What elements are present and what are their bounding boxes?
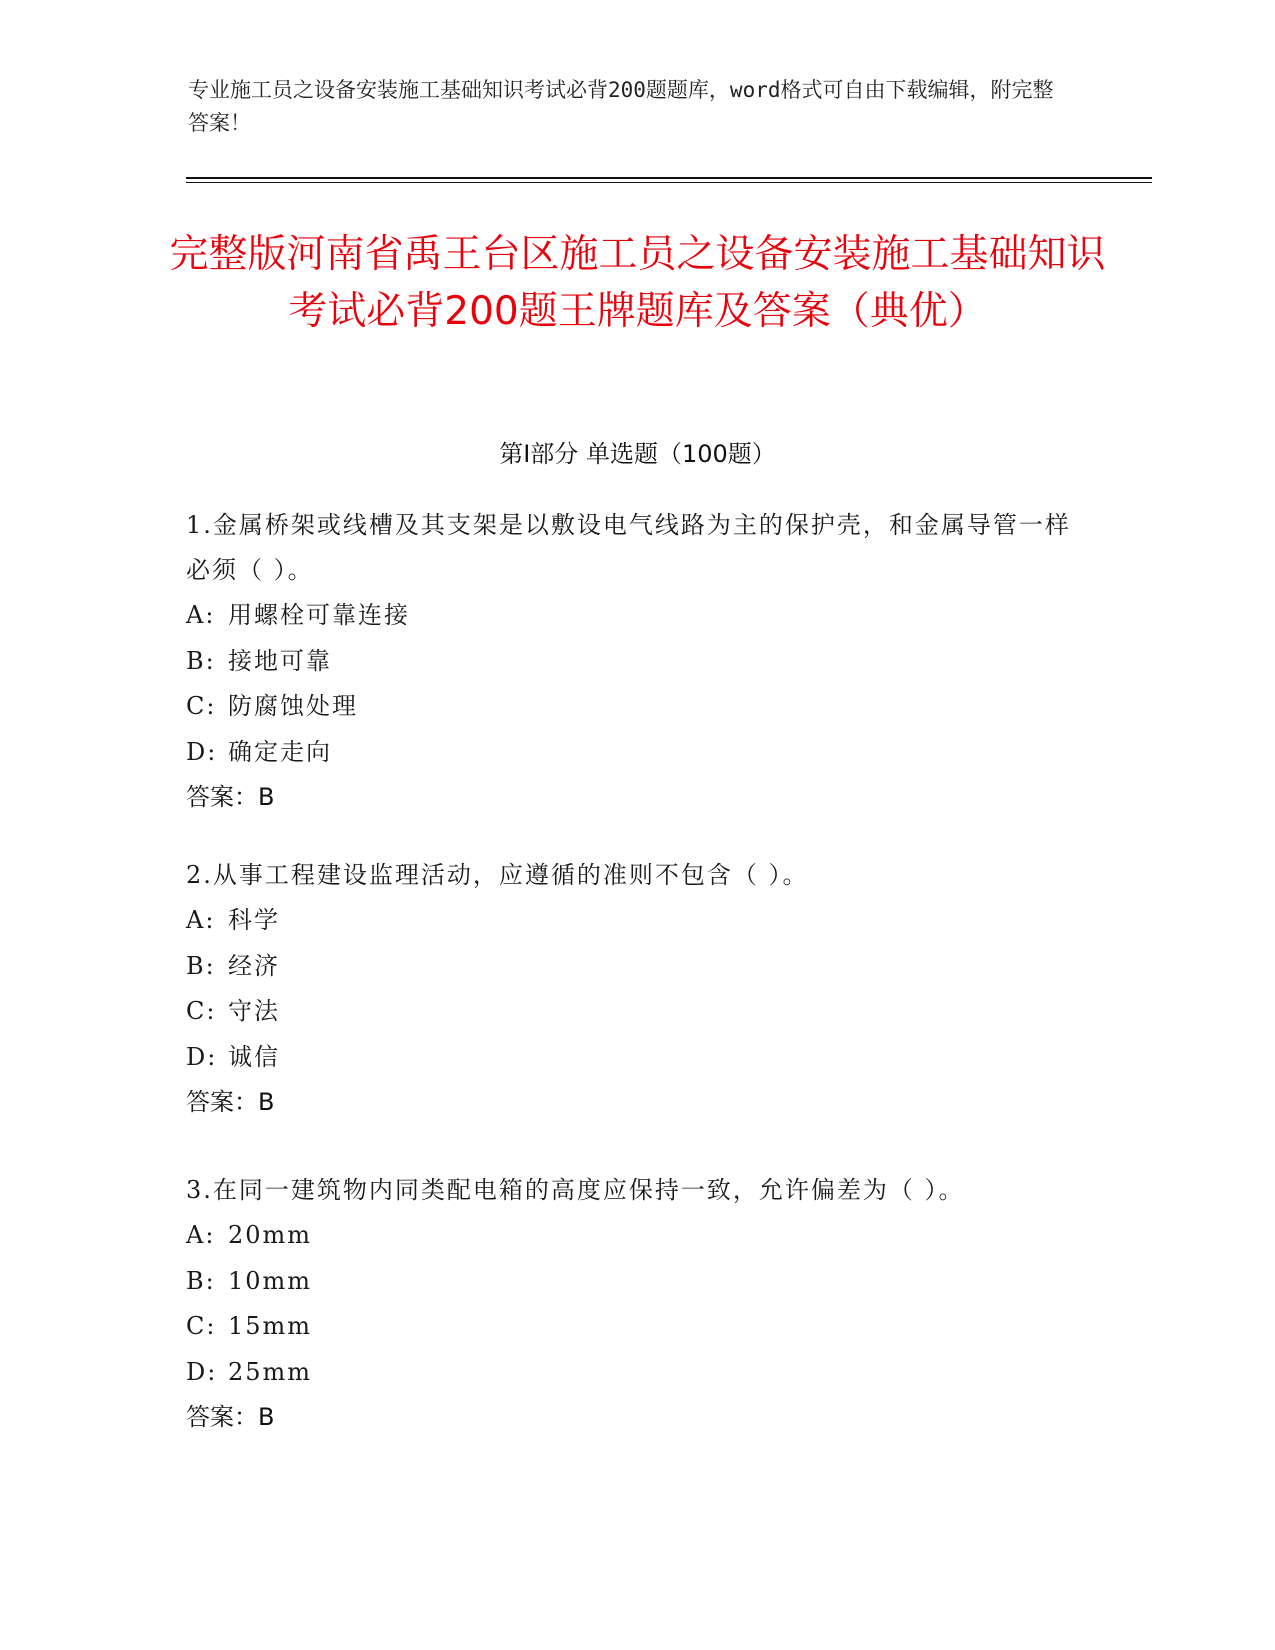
- option-key: C:: [186, 1312, 217, 1340]
- option-b: [186, 944, 1086, 990]
- option-key: C:: [186, 997, 217, 1025]
- option-b: [186, 639, 1086, 685]
- question-1: [186, 503, 1086, 820]
- option-text: 经济: [228, 951, 280, 980]
- option-c: [186, 684, 1086, 730]
- option-key: A:: [186, 1221, 216, 1249]
- option-text: 20mm: [228, 1221, 313, 1249]
- option-text: 确定走向: [228, 737, 332, 766]
- question-stem: 1.金属桥架或线槽及其支架是以敷设电气线路为主的保护壳，和金属导管一样必须（ ）。: [186, 511, 1071, 584]
- answer-line: 答案：B: [186, 1088, 275, 1116]
- option-text: 诚信: [228, 1042, 280, 1071]
- option-d: [186, 1350, 1086, 1396]
- header-divider-thin: [186, 182, 1152, 183]
- option-key: D:: [186, 737, 218, 766]
- option-key: B:: [186, 646, 216, 675]
- option-key: D:: [186, 1042, 218, 1071]
- option-c: [186, 1304, 1086, 1350]
- option-key: B:: [186, 1266, 216, 1295]
- question-2: [186, 853, 1086, 1125]
- section-heading: 第Ⅰ部分 单选题（100题）: [499, 440, 776, 468]
- header-divider-thick: [186, 177, 1152, 179]
- question-3: [186, 1168, 1086, 1440]
- option-text: 守法: [228, 997, 280, 1025]
- option-text: 15mm: [228, 1312, 313, 1340]
- option-a: [186, 1213, 1086, 1259]
- option-c: [186, 989, 1086, 1035]
- answer-line: 答案：B: [186, 783, 275, 811]
- option-key: A:: [186, 906, 216, 934]
- option-d: [186, 730, 1086, 776]
- header-note: 专业施工员之设备安装施工基础知识考试必背200题题库，word格式可自由下载编辑，附完整答案！: [188, 78, 1054, 135]
- option-text: 25mm: [228, 1357, 313, 1386]
- option-text: 接地可靠: [228, 646, 332, 675]
- option-text: 用螺栓可靠连接: [228, 601, 410, 629]
- option-text: 10mm: [228, 1266, 313, 1295]
- option-text: 防腐蚀处理: [228, 692, 358, 720]
- option-b: [186, 1259, 1086, 1305]
- answer-line: 答案：B: [186, 1403, 275, 1431]
- option-key: B:: [186, 951, 216, 980]
- option-key: C:: [186, 692, 217, 720]
- question-stem: 3.在同一建筑物内同类配电箱的高度应保持一致，允许偏差为（ ）。: [186, 1176, 965, 1204]
- question-stem: 2.从事工程建设监理活动，应遵循的准则不包含（ ）。: [186, 861, 809, 889]
- option-key: A:: [186, 601, 216, 629]
- option-a: [186, 898, 1086, 944]
- document-title: 完整版河南省禹王台区施工员之设备安装施工基础知识考试必背200题王牌题库及答案（典优）: [169, 232, 1106, 334]
- option-key: D:: [186, 1357, 218, 1386]
- option-a: [186, 593, 1086, 639]
- option-text: 科学: [228, 906, 280, 934]
- option-d: [186, 1035, 1086, 1081]
